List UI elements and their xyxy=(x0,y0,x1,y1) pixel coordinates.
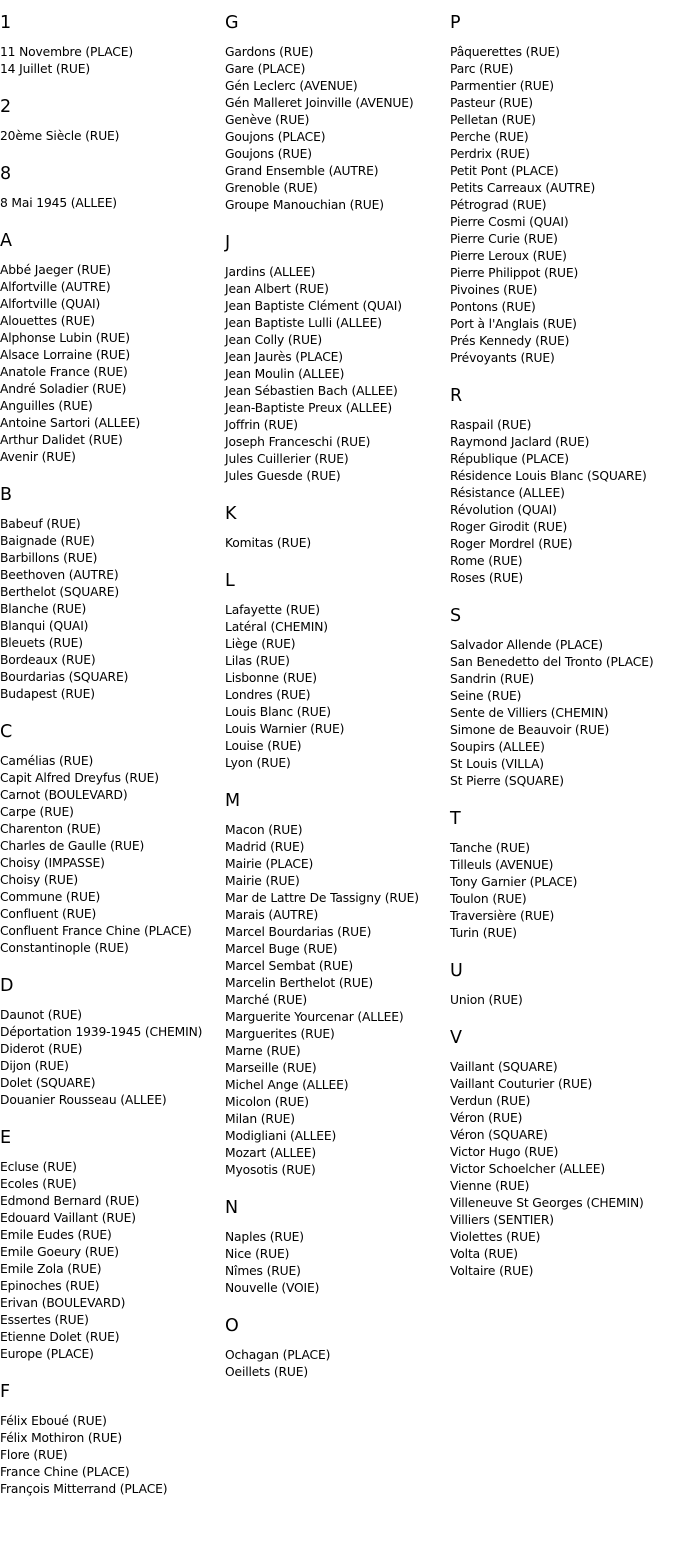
street-link[interactable]: Félix Eboué (RUE) xyxy=(0,1414,107,1428)
street-link[interactable]: Marché (RUE) xyxy=(225,993,308,1007)
street-link[interactable]: Louis Warnier (RUE) xyxy=(225,722,345,736)
street-link[interactable]: Carpe (RUE) xyxy=(0,805,74,819)
letter-group xyxy=(0,97,225,145)
street-link[interactable]: Tanche (RUE) xyxy=(450,841,530,855)
street-link[interactable]: Marguerite Yourcenar (ALLEE) xyxy=(225,1010,404,1024)
street-link[interactable]: Union (RUE) xyxy=(450,993,523,1007)
street-link[interactable]: François Mitterrand (PLACE) xyxy=(0,1482,168,1496)
street-link[interactable]: Joffrin (RUE) xyxy=(225,418,298,432)
letter-heading: B xyxy=(0,485,13,505)
letter-heading: F xyxy=(0,1382,11,1402)
street-link[interactable]: Grand Ensemble (AUTRE) xyxy=(225,164,379,178)
letter-group xyxy=(225,13,450,214)
street-link[interactable]: Alsace Lorraine (RUE) xyxy=(0,348,131,362)
street-link[interactable]: Jean Albert (RUE) xyxy=(225,282,329,296)
street-link[interactable]: Groupe Manouchian (RUE) xyxy=(225,198,384,212)
street-link[interactable]: Berthelot (SQUARE) xyxy=(0,585,120,599)
street-index-column-2 xyxy=(225,13,450,1400)
street-link[interactable]: Constantinople (RUE) xyxy=(0,941,129,955)
street-link[interactable]: Liège (RUE) xyxy=(225,637,296,651)
street-link[interactable]: Simone de Beauvoir (RUE) xyxy=(450,723,610,737)
letter-group xyxy=(225,504,450,552)
street-link[interactable]: Jean Baptiste Lulli (ALLEE) xyxy=(225,316,382,330)
street-link[interactable]: Villeneuve St Georges (CHEMIN) xyxy=(450,1196,644,1210)
street-link[interactable]: Salvador Allende (PLACE) xyxy=(450,638,603,652)
street-link[interactable]: Traversière (RUE) xyxy=(450,909,555,923)
street-link[interactable]: Alouettes (RUE) xyxy=(0,314,95,328)
street-link[interactable]: Gén Leclerc (AVENUE) xyxy=(225,79,358,93)
letter-heading: V xyxy=(450,1028,462,1048)
street-link[interactable]: Jules Cuillerier (RUE) xyxy=(225,452,349,466)
street-link[interactable]: Budapest (RUE) xyxy=(0,687,95,701)
street-link[interactable]: Nice (RUE) xyxy=(225,1247,290,1261)
letter-group xyxy=(450,809,675,942)
street-link[interactable]: Raspail (RUE) xyxy=(450,418,532,432)
letter-heading: 8 xyxy=(0,164,12,184)
street-link[interactable]: Londres (RUE) xyxy=(225,688,311,702)
letter-heading: 2 xyxy=(0,97,12,117)
street-link[interactable]: André Soladier (RUE) xyxy=(0,382,127,396)
letter-group xyxy=(0,976,225,1109)
letter-heading: C xyxy=(0,722,13,742)
street-link[interactable]: 14 Juillet (RUE) xyxy=(0,62,91,76)
street-link[interactable]: Milan (RUE) xyxy=(225,1112,295,1126)
letter-group xyxy=(0,485,225,703)
letter-group xyxy=(450,606,675,790)
letter-heading: G xyxy=(225,13,239,33)
street-link[interactable]: Turin (RUE) xyxy=(450,926,517,940)
letter-heading: T xyxy=(450,809,461,829)
street-link[interactable]: Véron (SQUARE) xyxy=(450,1128,548,1142)
letter-heading: K xyxy=(225,504,237,524)
street-link[interactable]: Erivan (BOULEVARD) xyxy=(0,1296,126,1310)
street-link[interactable]: Anatole France (RUE) xyxy=(0,365,128,379)
street-link[interactable]: Perdrix (RUE) xyxy=(450,147,530,161)
street-link[interactable]: Latéral (CHEMIN) xyxy=(225,620,328,634)
letter-group xyxy=(0,722,225,957)
street-link[interactable]: Ochagan (PLACE) xyxy=(225,1348,331,1362)
street-link[interactable]: Marne (RUE) xyxy=(225,1044,301,1058)
street-link[interactable]: Emile Eudes (RUE) xyxy=(0,1228,112,1242)
street-link[interactable]: Jean Colly (RUE) xyxy=(225,333,323,347)
street-link[interactable]: Roses (RUE) xyxy=(450,571,524,585)
street-link[interactable]: Marguerites (RUE) xyxy=(225,1027,335,1041)
street-link[interactable]: Micolon (RUE) xyxy=(225,1095,309,1109)
street-link[interactable]: Baignade (RUE) xyxy=(0,534,95,548)
letter-heading: J xyxy=(225,233,231,253)
street-link[interactable]: Mairie (RUE) xyxy=(225,874,300,888)
street-link[interactable]: Camélias (RUE) xyxy=(0,754,94,768)
street-link[interactable]: Gare (PLACE) xyxy=(225,62,306,76)
street-link[interactable]: Marcelin Berthelot (RUE) xyxy=(225,976,374,990)
street-link[interactable]: Villiers (SENTIER) xyxy=(450,1213,554,1227)
street-link[interactable]: Marcel Sembat (RUE) xyxy=(225,959,354,973)
street-link[interactable]: Rome (RUE) xyxy=(450,554,523,568)
street-link[interactable]: Parc (RUE) xyxy=(450,62,514,76)
street-link[interactable]: Lilas (RUE) xyxy=(225,654,290,668)
letter-heading: U xyxy=(450,961,463,981)
street-link[interactable]: Arthur Dalidet (RUE) xyxy=(0,433,123,447)
letter-heading: E xyxy=(0,1128,12,1148)
street-link[interactable]: Carnot (BOULEVARD) xyxy=(0,788,128,802)
street-link[interactable]: Antoine Sartori (ALLEE) xyxy=(0,416,141,430)
letter-heading: R xyxy=(450,386,463,406)
street-link[interactable]: Charenton (RUE) xyxy=(0,822,101,836)
street-link[interactable]: Jean Moulin (ALLEE) xyxy=(225,367,345,381)
street-link[interactable]: Petit Pont (PLACE) xyxy=(450,164,559,178)
street-link[interactable]: Victor Schoelcher (ALLEE) xyxy=(450,1162,606,1176)
street-link[interactable]: Blanche (RUE) xyxy=(0,602,87,616)
street-link[interactable]: Jean Jaurès (PLACE) xyxy=(225,350,343,364)
street-link[interactable]: Petits Carreaux (AUTRE) xyxy=(450,181,596,195)
street-link[interactable]: Victor Hugo (RUE) xyxy=(450,1145,559,1159)
street-link[interactable]: Goujons (PLACE) xyxy=(225,130,326,144)
street-link[interactable]: France Chine (PLACE) xyxy=(0,1465,130,1479)
street-link[interactable]: Pierre Philippot (RUE) xyxy=(450,266,579,280)
street-link[interactable]: République (PLACE) xyxy=(450,452,569,466)
street-link[interactable]: Genève (RUE) xyxy=(225,113,310,127)
street-link[interactable]: Nîmes (RUE) xyxy=(225,1264,301,1278)
street-link[interactable]: Louise (RUE) xyxy=(225,739,302,753)
street-link[interactable]: Marais (AUTRE) xyxy=(225,908,319,922)
street-link[interactable]: Alfortville (QUAI) xyxy=(0,297,101,311)
street-link[interactable]: Barbillons (RUE) xyxy=(0,551,98,565)
street-link[interactable]: Lyon (RUE) xyxy=(225,756,291,770)
letter-heading: A xyxy=(0,231,12,251)
street-link[interactable]: Jean-Baptiste Preux (ALLEE) xyxy=(225,401,392,415)
street-link[interactable]: Pétrograd (RUE) xyxy=(450,198,547,212)
street-link[interactable]: Mozart (ALLEE) xyxy=(225,1146,317,1160)
street-link[interactable]: St Louis (VILLA) xyxy=(450,757,544,771)
street-link[interactable]: Pasteur (RUE) xyxy=(450,96,533,110)
street-link[interactable]: Anguilles (RUE) xyxy=(0,399,93,413)
letter-heading: L xyxy=(225,571,235,591)
street-link[interactable]: Parmentier (RUE) xyxy=(450,79,554,93)
street-link[interactable]: Alphonse Lubin (RUE) xyxy=(0,331,130,345)
street-link[interactable]: Confluent (RUE) xyxy=(0,907,97,921)
street-link[interactable]: Verdun (RUE) xyxy=(450,1094,531,1108)
street-link[interactable]: Europe (PLACE) xyxy=(0,1347,94,1361)
street-link[interactable]: Louis Blanc (RUE) xyxy=(225,705,331,719)
street-link[interactable]: Bordeaux (RUE) xyxy=(0,653,96,667)
street-link[interactable]: Pivoines (RUE) xyxy=(450,283,538,297)
letter-heading: O xyxy=(225,1316,239,1336)
street-link[interactable]: Ecoles (RUE) xyxy=(0,1177,77,1191)
street-link[interactable]: Douanier Rousseau (ALLEE) xyxy=(0,1093,167,1107)
street-link[interactable]: Choisy (RUE) xyxy=(0,873,79,887)
street-link[interactable]: Raymond Jaclard (RUE) xyxy=(450,435,590,449)
street-link[interactable]: Pâquerettes (RUE) xyxy=(450,45,560,59)
street-link[interactable]: Lafayette (RUE) xyxy=(225,603,320,617)
street-link[interactable]: Vaillant (SQUARE) xyxy=(450,1060,558,1074)
street-link[interactable]: Marcel Buge (RUE) xyxy=(225,942,338,956)
street-link[interactable]: Edmond Bernard (RUE) xyxy=(0,1194,140,1208)
street-link[interactable]: Capit Alfred Dreyfus (RUE) xyxy=(0,771,159,785)
street-link[interactable]: Choisy (IMPASSE) xyxy=(0,856,105,870)
street-link[interactable]: Edouard Vaillant (RUE) xyxy=(0,1211,136,1225)
street-link[interactable]: Beethoven (AUTRE) xyxy=(0,568,119,582)
letter-group xyxy=(0,1128,225,1363)
street-link[interactable]: Volta (RUE) xyxy=(450,1247,518,1261)
letter-group xyxy=(450,961,675,1009)
street-link[interactable]: Révolution (QUAI) xyxy=(450,503,557,517)
street-link[interactable]: Marcel Bourdarias (RUE) xyxy=(225,925,372,939)
street-link[interactable]: Michel Ange (ALLEE) xyxy=(225,1078,349,1092)
street-link[interactable]: Pierre Curie (RUE) xyxy=(450,232,558,246)
street-link[interactable]: Epinoches (RUE) xyxy=(0,1279,100,1293)
letter-group xyxy=(225,1316,450,1381)
letter-heading: M xyxy=(225,791,241,811)
letter-group xyxy=(225,791,450,1179)
street-link[interactable]: 8 Mai 1945 (ALLEE) xyxy=(0,196,117,210)
letter-group xyxy=(0,13,225,78)
street-link[interactable]: Véron (RUE) xyxy=(450,1111,523,1125)
street-link[interactable]: Tony Garnier (PLACE) xyxy=(450,875,578,889)
letter-group xyxy=(450,1028,675,1280)
street-link[interactable]: Vienne (RUE) xyxy=(450,1179,530,1193)
street-link[interactable]: Ecluse (RUE) xyxy=(0,1160,77,1174)
letter-heading: 1 xyxy=(0,13,12,33)
street-link[interactable]: Perche (RUE) xyxy=(450,130,529,144)
street-link[interactable]: Komitas (RUE) xyxy=(225,536,312,550)
street-link[interactable]: Félix Mothiron (RUE) xyxy=(0,1431,123,1445)
street-link[interactable]: Jules Guesde (RUE) xyxy=(225,469,341,483)
street-link[interactable]: Joseph Franceschi (RUE) xyxy=(225,435,371,449)
street-link[interactable]: Port à l'Anglais (RUE) xyxy=(450,317,577,331)
street-link[interactable]: Résistance (ALLEE) xyxy=(450,486,565,500)
letter-heading: N xyxy=(225,1198,239,1218)
street-link[interactable]: Soupirs (ALLEE) xyxy=(450,740,545,754)
street-link[interactable]: Daunot (RUE) xyxy=(0,1008,82,1022)
letter-heading: D xyxy=(0,976,14,996)
street-link[interactable]: Dolet (SQUARE) xyxy=(0,1076,96,1090)
street-link[interactable]: Commune (RUE) xyxy=(0,890,101,904)
street-link[interactable]: Charles de Gaulle (RUE) xyxy=(0,839,145,853)
street-link[interactable]: Goujons (RUE) xyxy=(225,147,312,161)
street-link[interactable]: Diderot (RUE) xyxy=(0,1042,83,1056)
street-link[interactable]: Jean Baptiste Clément (QUAI) xyxy=(225,299,402,313)
letter-heading: S xyxy=(450,606,462,626)
street-link[interactable]: Vaillant Couturier (RUE) xyxy=(450,1077,593,1091)
street-link[interactable]: Jardins (ALLEE) xyxy=(225,265,316,279)
street-link[interactable]: 20ème Siècle (RUE) xyxy=(0,129,120,143)
street-link[interactable]: San Benedetto del Tronto (PLACE) xyxy=(450,655,654,669)
street-link[interactable]: Pierre Cosmi (QUAI) xyxy=(450,215,569,229)
street-link[interactable]: Macon (RUE) xyxy=(225,823,303,837)
street-link[interactable]: Abbé Jaeger (RUE) xyxy=(0,263,111,277)
street-link[interactable]: Modigliani (ALLEE) xyxy=(225,1129,337,1143)
street-link[interactable]: Prévoyants (RUE) xyxy=(450,351,555,365)
street-link[interactable]: Mar de Lattre De Tassigny (RUE) xyxy=(225,891,419,905)
letter-group xyxy=(0,231,225,466)
street-link[interactable]: Seine (RUE) xyxy=(450,689,522,703)
street-link[interactable]: Résidence Louis Blanc (SQUARE) xyxy=(450,469,647,483)
street-link[interactable]: Pierre Leroux (RUE) xyxy=(450,249,567,263)
street-link[interactable]: Gén Malleret Joinville (AVENUE) xyxy=(225,96,414,110)
letter-group xyxy=(0,164,225,212)
street-link[interactable]: Sandrin (RUE) xyxy=(450,672,535,686)
street-link[interactable]: Bleuets (RUE) xyxy=(0,636,83,650)
street-link[interactable]: Mairie (PLACE) xyxy=(225,857,314,871)
street-link[interactable]: Babeuf (RUE) xyxy=(0,517,81,531)
street-link[interactable]: Oeillets (RUE) xyxy=(225,1365,309,1379)
street-link[interactable]: Alfortville (AUTRE) xyxy=(0,280,111,294)
letter-group xyxy=(225,1198,450,1297)
street-link[interactable]: Marseille (RUE) xyxy=(225,1061,317,1075)
street-link[interactable]: Roger Mordrel (RUE) xyxy=(450,537,573,551)
street-link[interactable]: Sente de Villiers (CHEMIN) xyxy=(450,706,609,720)
letter-group xyxy=(0,1382,225,1498)
street-link[interactable]: Jean Sébastien Bach (ALLEE) xyxy=(225,384,398,398)
street-link[interactable]: Nouvelle (VOIE) xyxy=(225,1281,320,1295)
street-link[interactable]: Tilleuls (AVENUE) xyxy=(450,858,554,872)
street-link[interactable]: Avenir (RUE) xyxy=(0,450,76,464)
street-link[interactable]: Prés Kennedy (RUE) xyxy=(450,334,570,348)
street-link[interactable]: Madrid (RUE) xyxy=(225,840,305,854)
street-link[interactable]: Emile Zola (RUE) xyxy=(0,1262,102,1276)
street-link[interactable]: Flore (RUE) xyxy=(0,1448,68,1462)
letter-group xyxy=(225,571,450,772)
letter-group xyxy=(450,386,675,587)
street-link[interactable]: Pontons (RUE) xyxy=(450,300,536,314)
street-link[interactable]: Déportation 1939-1945 (CHEMIN) xyxy=(0,1025,203,1039)
street-link[interactable]: Etienne Dolet (RUE) xyxy=(0,1330,120,1344)
street-link[interactable]: Essertes (RUE) xyxy=(0,1313,89,1327)
street-link[interactable]: Toulon (RUE) xyxy=(450,892,527,906)
letter-group xyxy=(225,233,450,485)
letter-heading: P xyxy=(450,13,461,33)
street-link[interactable]: Roger Girodit (RUE) xyxy=(450,520,568,534)
street-link[interactable]: Emile Goeury (RUE) xyxy=(0,1245,119,1259)
street-link[interactable]: St Pierre (SQUARE) xyxy=(450,774,564,788)
street-link[interactable]: Gardons (RUE) xyxy=(225,45,314,59)
street-link[interactable]: Confluent France Chine (PLACE) xyxy=(0,924,192,938)
street-link[interactable]: Lisbonne (RUE) xyxy=(225,671,317,685)
street-link[interactable]: Blanqui (QUAI) xyxy=(0,619,89,633)
street-link[interactable]: Dijon (RUE) xyxy=(0,1059,69,1073)
street-link[interactable]: Pelletan (RUE) xyxy=(450,113,536,127)
street-index-column-3 xyxy=(450,13,675,1299)
street-link[interactable]: Voltaire (RUE) xyxy=(450,1264,534,1278)
street-link[interactable]: Bourdarias (SQUARE) xyxy=(0,670,129,684)
street-link[interactable]: Grenoble (RUE) xyxy=(225,181,318,195)
street-index-column-1 xyxy=(0,13,225,1517)
street-link[interactable]: 11 Novembre (PLACE) xyxy=(0,45,134,59)
street-link[interactable]: Myosotis (RUE) xyxy=(225,1163,316,1177)
street-link[interactable]: Violettes (RUE) xyxy=(450,1230,541,1244)
street-link[interactable]: Naples (RUE) xyxy=(225,1230,304,1244)
letter-group xyxy=(450,13,675,367)
